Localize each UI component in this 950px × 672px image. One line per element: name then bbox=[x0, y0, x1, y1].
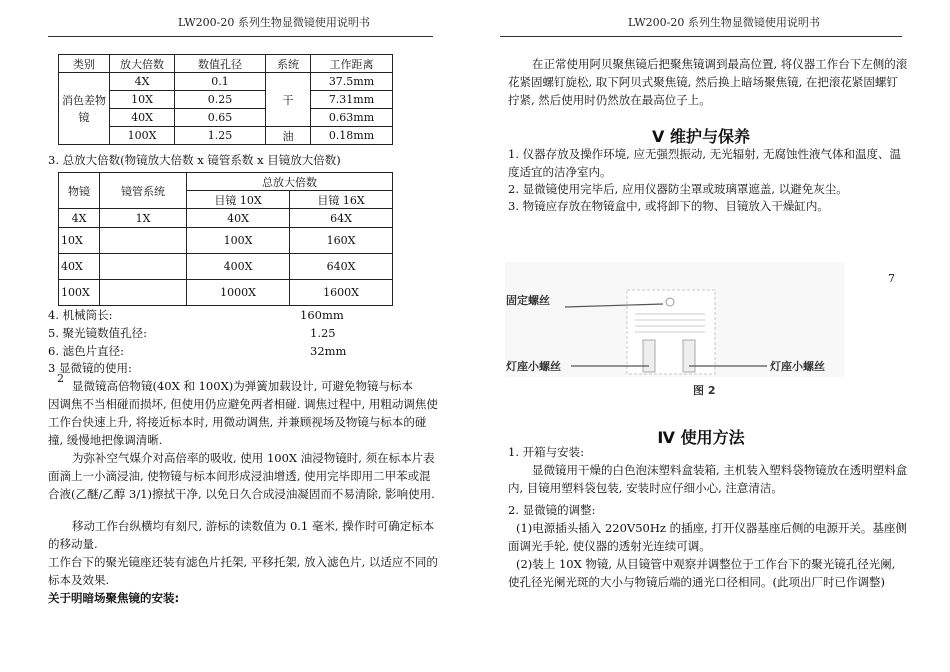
paragraph: 显微镜用干燥的白色泡沫塑料盒装箱, 主机装入塑料袋物镜放在透明塑料盒内, 目镜用塑料袋包装, 安装时应仔细小心, 注意清洁。 bbox=[508, 463, 908, 495]
table-cell: 10X bbox=[110, 91, 175, 109]
system-cell: 干 bbox=[266, 73, 311, 127]
table-cell: 400X bbox=[187, 254, 290, 280]
col-header: 类别 bbox=[59, 55, 110, 73]
spec-value: 160mm bbox=[300, 308, 344, 322]
table-cell: 0.25 bbox=[175, 91, 266, 109]
list-item: 2. 显微镜使用完毕后, 应用仪器防尘罩或玻璃罩遮盖, 以避免灰尘。 bbox=[508, 182, 848, 196]
table-cell: 0.1 bbox=[175, 73, 266, 91]
table-cell: 1.25 bbox=[175, 127, 266, 145]
table-header-row bbox=[59, 173, 393, 191]
page-number: 7 bbox=[888, 272, 895, 285]
total-magnification-table bbox=[58, 172, 393, 306]
total-magnification-title: 3. 总放大倍数(物镜放大倍数 x 镜管系数 x 目镜放大倍数) bbox=[48, 153, 341, 167]
table-cell: 0.18mm bbox=[311, 127, 393, 145]
fig-label-lamp-screw-left: 灯座小螺丝 bbox=[506, 360, 561, 373]
section-title-usage: Ⅳ 使用方法 bbox=[657, 428, 745, 447]
paragraph-first-line: 显微镜高倍物镜(40X 和 100X)为弹簧加载设计, 可避免物镜与标本 bbox=[72, 379, 414, 393]
paragraph: (1)电源插头插入 220V50Hz 的插座, 打开仪器基座后侧的电源开关。基座侧面调光手轮, 使仪器的透射光连续可调。 bbox=[508, 521, 907, 553]
table-header-row bbox=[59, 55, 393, 73]
paragraph: 工作台下的聚光镜座还装有滤色片托架, 平移托架, 放入滤色片, 以适应不同的标本及效果. bbox=[48, 555, 438, 587]
table-row bbox=[59, 91, 393, 109]
section-title-maintenance: V 维护与保养 bbox=[652, 127, 750, 146]
paragraph: (2)装上 10X 物镜, 从目镜管中观察并调整位于工作台下的聚光镜孔径光阑, 使孔径光阑光斑的大小与物镜后端的通光口径相同。(此项出厂时已作调整) bbox=[508, 557, 896, 589]
table-cell: 0.63mm bbox=[311, 109, 393, 127]
objective-spec-table bbox=[58, 54, 393, 145]
table-row bbox=[59, 209, 393, 228]
table-cell: 640X bbox=[290, 254, 393, 280]
spec-value: 32mm bbox=[310, 344, 347, 358]
table-row bbox=[59, 109, 393, 127]
table-cell: 40X bbox=[59, 254, 100, 280]
table-cell bbox=[100, 254, 187, 280]
spec-label: 6. 滤色片直径: bbox=[48, 344, 125, 358]
fig-label-lamp-screw-right: 灯座小螺丝 bbox=[770, 360, 825, 373]
paragraph: 在正常使用阿贝聚焦镜后把聚焦镜调到最高位置, 将仪器工作台下左侧的滚花紧固螺钉旋松, 取下阿贝式聚焦镜, 然后换上暗场聚焦镜, 在把滚花紧固螺钉拧紧, 然后使用时仍然放在最高位子上。 bbox=[508, 57, 908, 107]
list-item: 1. 开箱与安装: bbox=[508, 445, 585, 459]
col-header: 工作距离 bbox=[311, 55, 393, 73]
col-header: 数值孔径 bbox=[175, 55, 266, 73]
table-cell: 1X bbox=[100, 209, 187, 228]
paragraph: 移动工作台纵横均有刻尺, 游标的读数值为 0.1 毫米, 操作时可确定标本的移动量. bbox=[48, 519, 435, 551]
usage-heading: 3 显微镜的使用: bbox=[48, 361, 132, 375]
col-header: 镜管系统 bbox=[100, 173, 187, 209]
table-cell: 40X bbox=[110, 109, 175, 127]
paragraph: 为弥补空气媒介对高倍率的吸收, 使用 100X 油浸物镜时, 须在标本片表面滴上一小滴浸油, 使物镜与标本间形成浸油增透, 使用完毕即用二甲苯或混合液(乙醚/乙醇 3/1)擦拭干净, 以免日久合成浸油凝固而不易清除, 影响使用. bbox=[48, 451, 435, 501]
col-header: 目镜 16X bbox=[290, 191, 393, 209]
table-cell: 1600X bbox=[290, 280, 393, 306]
table-cell: 100X bbox=[59, 280, 100, 306]
figure-caption: 图 2 bbox=[693, 384, 716, 397]
table-cell bbox=[100, 280, 187, 306]
list-item: 1. 仪器存放及操作环境, 应无强烈振动, 无光辐射, 无腐蚀性液气体和温度、温度适宜的洁净室内。 bbox=[508, 147, 902, 179]
table-cell: 160X bbox=[290, 228, 393, 254]
spec-value: 1.25 bbox=[310, 326, 336, 340]
darkfield-install-heading: 关于明暗场聚焦镜的安装: bbox=[48, 591, 180, 605]
header-rule-left bbox=[48, 36, 433, 37]
col-header: 系统 bbox=[266, 55, 311, 73]
table-cell: 1000X bbox=[187, 280, 290, 306]
margin-marker: 2 bbox=[57, 372, 64, 385]
fig-label-fixing-screw: 固定螺丝 bbox=[506, 294, 550, 307]
list-item: 2. 显微镜的调整: bbox=[508, 503, 596, 517]
col-header: 总放大倍数 bbox=[187, 173, 393, 191]
paragraph: 因调焦不当相碰而损坏, 但使用仍应避免两者相碰. 调焦过程中, 用粗动调焦使工作台快速上升, 将接近标本时, 用微动调焦, 并兼顾视场及物镜与标本的碰撞, 缓慢地把像调清晰. bbox=[48, 397, 438, 447]
col-header: 物镜 bbox=[59, 173, 100, 209]
table-row bbox=[59, 127, 393, 145]
header-rule-right bbox=[500, 36, 902, 37]
table-cell: 10X bbox=[59, 228, 100, 254]
table-cell: 4X bbox=[110, 73, 175, 91]
table-cell: 40X bbox=[187, 209, 290, 228]
table-row bbox=[59, 280, 393, 306]
table-cell: 7.31mm bbox=[311, 91, 393, 109]
system-cell: 油 bbox=[266, 127, 311, 145]
table-cell bbox=[100, 228, 187, 254]
table-row bbox=[59, 254, 393, 280]
category-cell: 消色差物 镜 bbox=[59, 73, 110, 145]
header-left: LW200-20 系列生物显微镜使用说明书 bbox=[178, 16, 370, 29]
header-right: LW200-20 系列生物显微镜使用说明书 bbox=[628, 16, 820, 29]
col-header: 放大倍数 bbox=[110, 55, 175, 73]
list-item: 3. 物镜应存放在物镜盒中, 或将卸下的物、目镜放入干燥缸内。 bbox=[508, 199, 829, 213]
table-cell: 64X bbox=[290, 209, 393, 228]
table-row bbox=[59, 228, 393, 254]
table-row bbox=[59, 73, 393, 91]
table-cell: 4X bbox=[59, 209, 100, 228]
table-cell: 100X bbox=[187, 228, 290, 254]
table-cell: 37.5mm bbox=[311, 73, 393, 91]
col-header: 目镜 10X bbox=[187, 191, 290, 209]
table-cell: 0.65 bbox=[175, 109, 266, 127]
table-cell: 100X bbox=[110, 127, 175, 145]
spec-label: 5. 聚光镜数值孔径: bbox=[48, 326, 148, 340]
spec-label: 4. 机械筒长: bbox=[48, 308, 113, 322]
